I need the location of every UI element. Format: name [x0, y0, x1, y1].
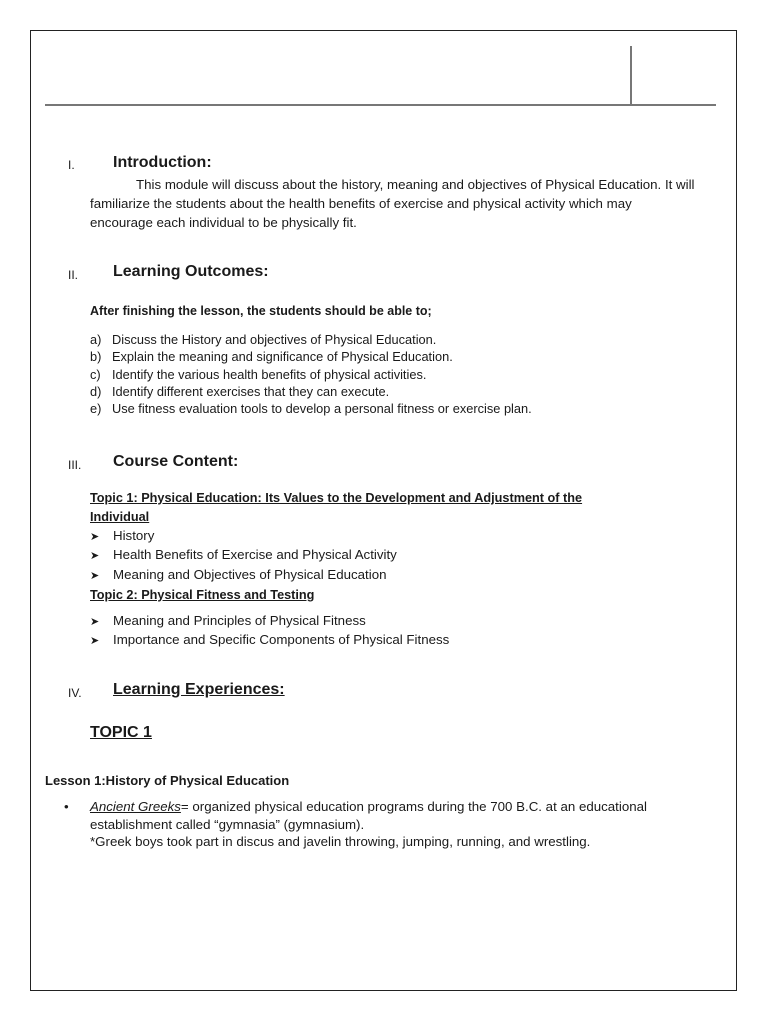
outcomes-lead: After finishing the lesson, the students should be able to;	[90, 304, 432, 318]
section-title-outcomes: Learning Outcomes:	[113, 263, 269, 280]
list-item: d) Identify different exercises that they can execute.	[90, 383, 390, 399]
section-number-outcomes: II.	[68, 268, 79, 282]
list-item: ➤ Meaning and Principles of Physical Fitness	[90, 612, 449, 631]
term-ancient-greeks: Ancient Greeks	[90, 799, 181, 814]
intro-paragraph: This module will discuss about the history, meaning and objectives of Physical Education. It will familiarize the students about the health benefits of exercise and physical activity which may encourage each individual to be physically fit.	[90, 177, 695, 230]
topic2-title: Topic 2: Physical Fitness and Testing	[90, 588, 315, 602]
list-item: ➤ History	[90, 527, 397, 546]
section-title-content: Course Content:	[113, 453, 239, 470]
topic1-title-cont: Individual	[90, 510, 150, 524]
lesson-bullet-text: = organized physical education programs during the 700 B.C. at an educational establishment called “gymnasia” (gymnasium).	[90, 799, 647, 832]
bullet-icon: •	[64, 799, 69, 814]
topic-label: TOPIC 1	[90, 724, 152, 741]
header-rule	[45, 104, 716, 106]
topic1-list	[90, 527, 397, 585]
list-item: ➤ Health Benefits of Exercise and Physical Activity	[90, 546, 397, 565]
list-item: c) Identify the various health benefits of physical activities.	[90, 366, 427, 382]
list-item: e) Use fitness evaluation tools to develop a personal fitness or exercise plan.	[90, 401, 532, 417]
list-item: ➤ Meaning and Objectives of Physical Education	[90, 566, 397, 585]
header-divider	[630, 46, 632, 104]
section-title-intro: Introduction:	[113, 154, 212, 171]
outcomes-list	[90, 331, 532, 417]
lesson-title: Lesson 1:History of Physical Education	[45, 773, 290, 788]
topic1-title: Topic 1: Physical Education: Its Values to the Development and Adjustment of the	[90, 491, 583, 505]
arrow-bullet-icon: ➤	[90, 550, 100, 563]
arrow-bullet-icon: ➤	[90, 635, 100, 648]
lesson-bullet-item	[64, 798, 724, 851]
list-item: a) Discuss the History and objectives of Physical Education.	[90, 332, 437, 347]
arrow-bullet-icon: ➤	[90, 616, 100, 628]
list-item: ➤ Importance and Specific Components of Physical Fitness	[90, 631, 449, 650]
section-number-experiences: IV.	[68, 686, 82, 700]
list-item: b) Explain the meaning and significance of Physical Education.	[90, 349, 453, 365]
lesson-note: *Greek boys took part in discus and javelin throwing, jumping, running, and wrestling.	[90, 834, 591, 849]
section-number-content: III.	[68, 458, 82, 472]
arrow-bullet-icon: ➤	[90, 531, 100, 543]
section-title-experiences: Learning Experiences:	[113, 681, 285, 698]
topic2-list	[90, 612, 449, 651]
section-number-intro: I.	[68, 158, 75, 172]
arrow-bullet-icon: ➤	[90, 569, 100, 582]
